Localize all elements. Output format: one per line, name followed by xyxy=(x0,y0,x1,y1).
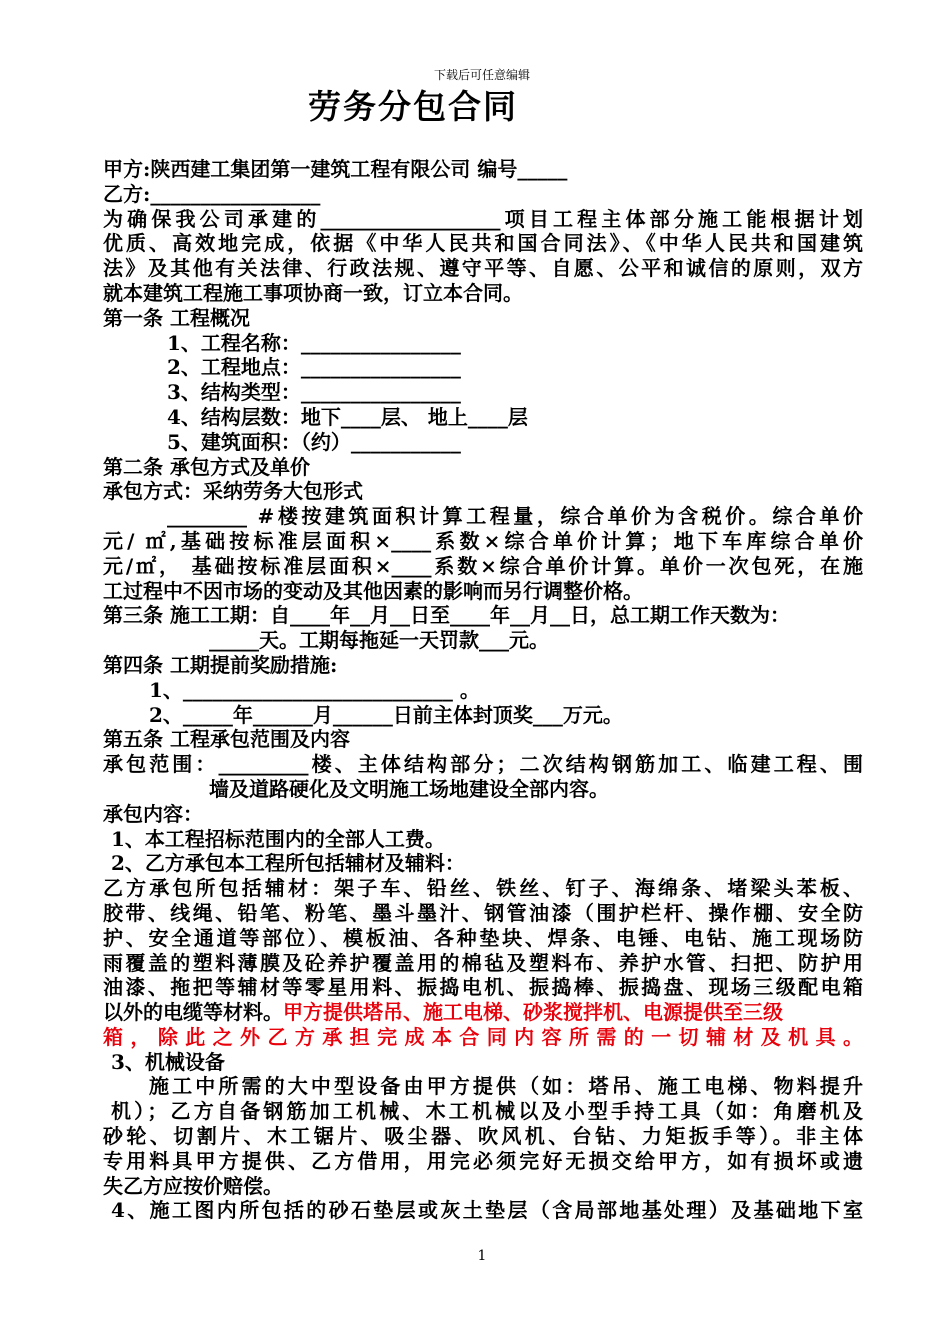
contract-line xyxy=(103,727,863,752)
contract-line xyxy=(103,306,863,331)
line-text: 就本建筑工程施工事项协商一致，订立本合同。 xyxy=(103,280,523,305)
line-text: 甲方:陕西建工集团第一建筑工程有限公司 编号_____ xyxy=(103,157,568,181)
contract-line xyxy=(103,579,863,604)
contract-line xyxy=(103,876,863,901)
contract-line xyxy=(103,1074,863,1099)
contract-line xyxy=(103,1198,863,1223)
line-text: 为确保我公司承建的__________________项目工程主体部分施工能根据计划 xyxy=(103,206,863,231)
contract-line xyxy=(103,529,863,554)
line-text: 墙及道路硬化及文明施工场地建设全部内容。 xyxy=(209,776,609,801)
line-text: 失乙方应按价赔偿。 xyxy=(103,1173,283,1198)
contract-line xyxy=(103,1025,863,1050)
line-text: 元/㎡， 基础按标准层面积×____系数×综合单价计算。单价一次包死，在施 xyxy=(103,553,863,578)
line-text: 2、工程地点：________________ xyxy=(167,355,461,380)
contract-line xyxy=(103,1124,863,1149)
line-text: 1、___________________________ 。 xyxy=(149,677,480,702)
line-text: 3、机械设备 xyxy=(111,1049,225,1074)
line-text: 第二条 承包方式及单价 xyxy=(103,454,310,479)
line-text: ________ #楼按建筑面积计算工程量，综合单价为含税价。综合单价 xyxy=(167,504,863,529)
line-text: 第三条 施工工期：自____年__月__日至____年__月__日，总工期工作天数为： xyxy=(103,603,790,628)
contract-line xyxy=(103,355,863,380)
contract-line xyxy=(103,678,863,703)
contract-line xyxy=(103,281,863,306)
contract-line xyxy=(103,901,863,926)
line-text: 元/ ㎡,基础按标准层面积×____系数×综合单价计算；地下车库综合单价 xyxy=(103,528,863,553)
line-text: 雨覆盖的塑料薄膜及砼养护覆盖用的棉毡及塑料布、养护水管、扫把、防护用 xyxy=(103,950,863,975)
contract-line xyxy=(103,331,863,356)
contract-body xyxy=(103,157,863,1223)
line-text: 机）；乙方自备钢筋加工机械、木工机械以及小型手持工具（如：角磨机及 xyxy=(111,1099,863,1124)
line-text: 1、本工程招标范围内的全部人工费。 xyxy=(111,826,445,851)
contract-line xyxy=(103,752,863,777)
line-text: 工过程中不因市场的变动及其他因素的影响而另行调整价格。 xyxy=(103,578,643,603)
line-text: 以外的电缆等材料。 xyxy=(103,1000,283,1025)
line-text: _____天。工期每拖延一天罚款___元。 xyxy=(209,628,549,653)
highlighted-clause: 甲方提供塔吊、施工电梯、砂浆搅拌机、电源提供至三级 xyxy=(283,1000,783,1025)
document-title: 劳务分包合同 xyxy=(308,87,518,126)
contract-line xyxy=(103,1000,863,1025)
line-text: 乙方:_________________ xyxy=(103,181,321,206)
line-text: 油漆、拖把等辅材等零星用料、振捣电机、振捣棒、振捣盘、现场三级配电箱 xyxy=(103,975,863,1000)
contract-line xyxy=(103,182,863,207)
line-text: 承包内容： xyxy=(103,801,203,826)
line-text: 胶带、线绳、铅笔、粉笔、墨斗墨汁、钢管油漆（围护栏杆、操作棚、安全防 xyxy=(103,900,863,925)
contract-line xyxy=(103,554,863,579)
contract-line xyxy=(103,405,863,430)
highlighted-clause: 箱，除此之外乙方承担完成本合同内容所需的一切辅材及机具。 xyxy=(103,1024,863,1049)
line-text: 专用料具甲方提供、乙方借用，用完必须完好无损交给甲方，如有损坏或遗 xyxy=(103,1148,863,1173)
contract-line xyxy=(103,703,863,728)
contract-line xyxy=(103,827,863,852)
contract-line xyxy=(103,1149,863,1174)
line-text: 4、施工图内所包括的砂石垫层或灰土垫层（含局部地基处理）及基础地下室 xyxy=(111,1198,863,1223)
line-text: 3、结构类型：________________ xyxy=(167,380,461,405)
contract-line xyxy=(103,479,863,504)
line-text: 承包范围：_________楼、主体结构部分；二次结构钢筋加工、临建工程、围 xyxy=(103,752,863,777)
contract-line xyxy=(103,157,863,182)
page-number: 1 xyxy=(477,1248,487,1264)
contract-line xyxy=(103,777,863,802)
line-text: 4、结构层数：地下____层、 地上____层 xyxy=(167,404,528,429)
contract-line xyxy=(103,504,863,529)
line-text: 施工中所需的大中型设备由甲方提供（如：塔吊、施工电梯、物料提升 xyxy=(149,1074,863,1099)
contract-line xyxy=(103,653,863,678)
contract-line xyxy=(103,256,863,281)
line-text: 优质、高效地完成，依据《中华人民共和国合同法》、《中华人民共和国建筑 xyxy=(103,231,863,256)
contract-line xyxy=(103,951,863,976)
contract-line xyxy=(103,380,863,405)
contract-line xyxy=(103,231,863,256)
line-text: 第一条 工程概况 xyxy=(103,305,250,330)
line-text: 2、乙方承包本工程所包括辅材及辅料： xyxy=(111,851,465,876)
line-text: 护、安全通道等部位）、模板油、各种垫块、焊条、电锤、电钻、施工现场防 xyxy=(103,925,863,950)
contract-line xyxy=(103,207,863,232)
contract-line xyxy=(103,455,863,480)
contract-line xyxy=(103,926,863,951)
line-text: 乙方承包所包括辅材：架子车、铅丝、铁丝、钉子、海绵条、堵梁头苯板、 xyxy=(103,876,863,901)
line-text: 砂轮、切割片、木工锯片、吸尘器、吹风机、台钻、力矩扳手等）。非主体 xyxy=(103,1124,863,1149)
header-note: 下载后可任意编辑 xyxy=(433,68,530,82)
line-text: 2、_____年______月______日前主体封顶奖___万元。 xyxy=(149,702,623,727)
contract-line xyxy=(103,975,863,1000)
contract-line xyxy=(103,628,863,653)
contract-line xyxy=(103,1099,863,1124)
line-text: 第四条 工期提前奖励措施: xyxy=(103,652,338,677)
contract-line xyxy=(103,1050,863,1075)
line-text: 第五条 工程承包范围及内容 xyxy=(103,727,350,752)
contract-line xyxy=(103,851,863,876)
contract-line xyxy=(103,802,863,827)
line-text: 法》及其他有关法律、行政法规、遵守平等、自愿、公平和诚信的原则，双方 xyxy=(103,256,863,281)
contract-line xyxy=(103,430,863,455)
line-text: 5、建筑面积：（约）___________ xyxy=(167,429,461,454)
contract-line xyxy=(103,1174,863,1199)
contract-line xyxy=(103,603,863,628)
line-text: 1、工程名称：________________ xyxy=(167,330,461,355)
line-text: 承包方式：采纳劳务大包形式 xyxy=(103,479,363,504)
